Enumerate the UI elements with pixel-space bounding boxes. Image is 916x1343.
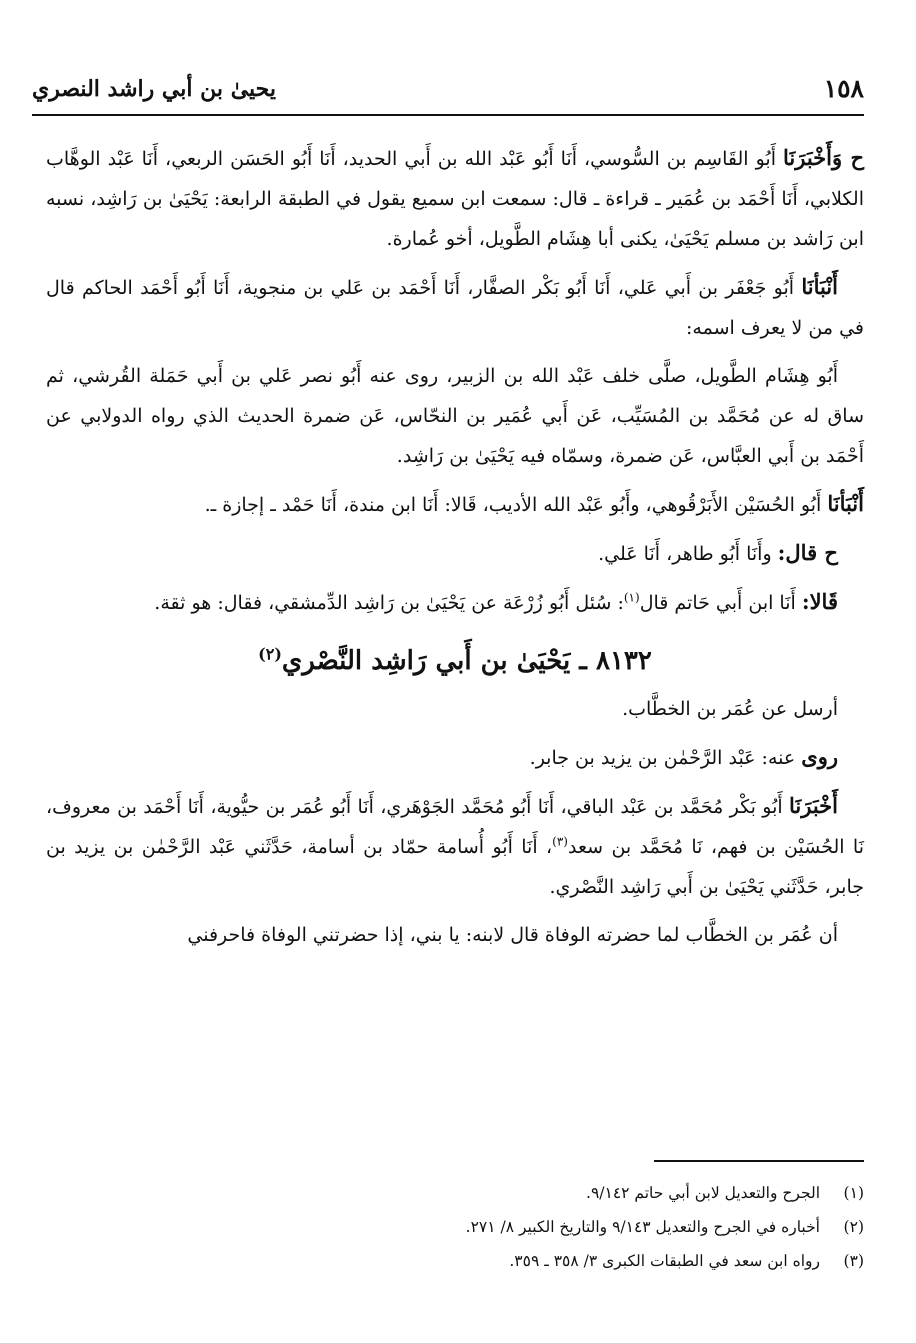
paragraph-1 xyxy=(46,138,864,259)
paragraph-lead: روى xyxy=(801,744,838,769)
footnote-text: رواه ابن سعد في الطبقات الكبرى ٣/ ٣٥٨ ـ ٣٥٩. xyxy=(509,1252,820,1270)
paragraph-text: : سُئل أَبُو زُرْعَة عن يَحْيَىٰ بن رَاشِد الدِّمشقي، فقال: هو ثقة. xyxy=(154,592,624,614)
paragraph-2 xyxy=(46,267,864,348)
biography-title: ٨١٣٢ ـ يَحْيَىٰ بن أَبي رَاشِد النَّصْري xyxy=(281,646,652,676)
paragraph-text: أَنَا ابن أَبي حَاتم قال xyxy=(639,592,802,614)
paragraph-8 xyxy=(46,737,864,778)
footnote-item xyxy=(46,1210,864,1244)
paragraph-lead: أَنْبَأنَا xyxy=(827,491,864,516)
footnote-ref[interactable]: (٢) xyxy=(258,644,282,664)
footnote-ref[interactable]: (١) xyxy=(623,590,640,605)
paragraph-text: ، أَنَا أَبُو أُسامة حمّاد بن أسامة، حَدَّثَني عَبْد الرَّحْمٰن بن يزيد بن جابر، حَدَّثَني يَحْيَىٰ بن أَبي رَاشِد النَّصْري. xyxy=(46,836,864,898)
paragraph-7 xyxy=(46,689,864,729)
paragraph-text: أَبُو جَعْفَر بن أَبي عَلي، أَنَا أَبُو بَكْر الصفَّار، أَنَا أَحْمَد بن عَلي بن منجوية، أَنَا أَبُو أَحْمَد الحاكم قال في من لا يعرف اسمه: xyxy=(46,277,864,339)
footnote-marker: (٢) xyxy=(843,1218,864,1236)
paragraph-text: وأَنَا أَبُو طاهر، أَنَا عَلي. xyxy=(598,543,778,565)
footnote-text: الجرح والتعديل لابن أبي حاتم ٩/١٤٢. xyxy=(586,1184,820,1202)
paragraph-lead: قَالا: xyxy=(801,589,838,614)
paragraph-3 xyxy=(46,356,864,476)
page-number: ١٥٨ xyxy=(823,74,864,103)
footnotes xyxy=(46,1176,864,1278)
paragraph-text: أرسل عن عُمَر بن الخطَّاب. xyxy=(622,698,838,720)
paragraph-text: أَبُو بَكْر مُحَمَّد بن عَبْد الباقي، أَنَا أَبُو مُحَمَّد الجَوْهَري، أَنَا أَبُو عُمَر بن حيُّوية، أَنَا أَحْمَد بن معروف، نَا الحُسَيْن بن فهم، نَا مُحَمَّد بن سعد xyxy=(46,796,865,858)
main-text xyxy=(46,138,864,963)
footnote-marker: (١) xyxy=(843,1184,864,1202)
paragraph-6 xyxy=(46,582,864,623)
paragraph-lead: ح وَأَخْبَرَنَا xyxy=(783,145,864,170)
paragraph-text: أَبُو القَاسِم بن السُّوسي، أَنَا أَبُو عَبْد الله بن أَبي الحديد، أَنَا أَبُو الحَسَن الربعي، أَنَا عَبْد الوهَّاب الكلابي، أَنَا أَحْمَد بن عُمَير ـ قراءة ـ قال: سمعت ابن سميع يقول في الطبقة الرابعة: يَحْيَىٰ بن رَاشِد، نسبه ابن رَاشد بن مسلم يَحْيَىٰ، يكنى أبا هِشَام الطَّويل، أخو عُمارة. xyxy=(46,148,864,250)
paragraph-4 xyxy=(46,484,864,525)
footnote-marker: (٣) xyxy=(843,1252,864,1270)
biography-heading xyxy=(46,639,864,683)
paragraph-9 xyxy=(46,786,864,907)
footnote-item xyxy=(46,1176,864,1210)
running-title: يحيىٰ بن أبي راشد النصري xyxy=(32,76,276,102)
paragraph-text: أَبُو هِشَام الطَّويل، صلَّى خلف عَبْد الله بن الزبير، روى عنه أَبُو نصر عَلي بن أَبي حَمَلة القُرشي، ثم ساق له عن مُحَمَّد بن المُسَيِّب، عَن أَبي عُمَير بن النحّاس، عَن ضمرة الحديث الذي رواه الدولابي عن أَحْمَد بن أَبي العبَّاس، عَن ضمرة، وسمّاه فيه يَحْيَىٰ بن رَاشِد. xyxy=(46,365,865,467)
footnote-text: أخباره في الجرح والتعديل ٩/١٤٣ والتاريخ الكبير ٨/ ٢٧١. xyxy=(465,1218,820,1236)
paragraph-text: أن عُمَر بن الخطَّاب لما حضرته الوفاة قال لابنه: يا بني، إذا حضرتني الوفاة فاحرفني xyxy=(187,924,838,946)
footnote-item xyxy=(46,1244,864,1278)
footnote-ref[interactable]: (٣) xyxy=(552,834,568,849)
paragraph-text: أَبُو الحُسَيْن الأَبَرْقُوهي، وأَبُو عَبْد الله الأديب، قَالا: أَنَا ابن مندة، أَنَا حَمْد ـ إجازة ـ. xyxy=(204,494,828,516)
paragraph-lead: أَخْبَرَنَا xyxy=(789,793,838,818)
paragraph-lead: ح قال: xyxy=(777,540,838,565)
paragraph-text: عنه: عَبْد الرَّحْمٰن بن يزيد بن جابر. xyxy=(529,747,802,769)
paragraph-lead: أَنْبَأنَا xyxy=(801,274,838,299)
footnote-divider xyxy=(654,1160,864,1162)
paragraph-10 xyxy=(46,915,864,955)
paragraph-5 xyxy=(46,533,864,574)
page-header xyxy=(32,68,864,116)
